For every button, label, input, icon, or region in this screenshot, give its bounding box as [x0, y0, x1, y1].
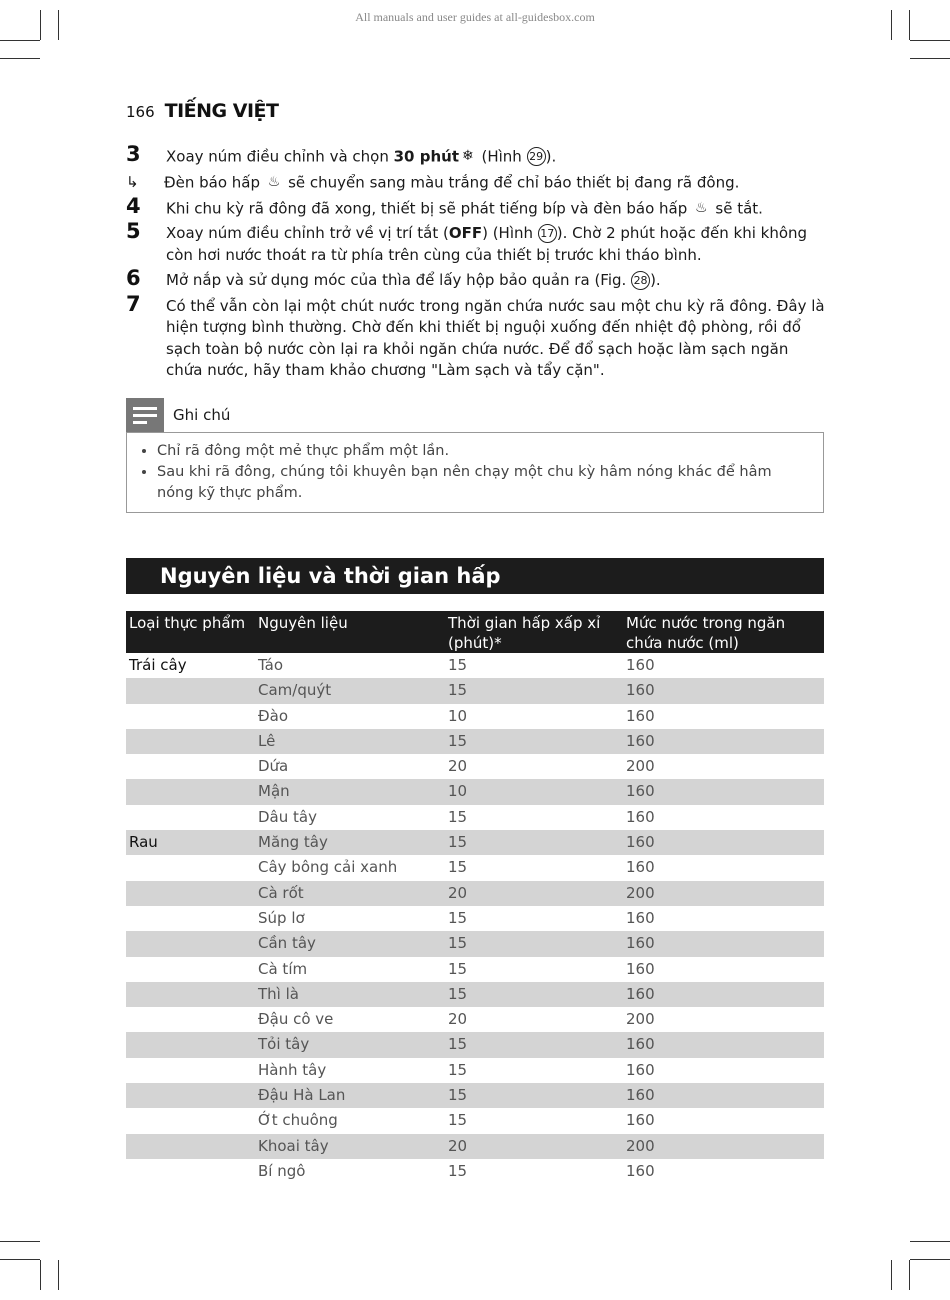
table-cell: Dâu tây: [258, 807, 317, 826]
result-text: sẽ chuyển sang màu trắng để chỉ báo thiết bị đang rã đông.: [283, 173, 740, 191]
table-cell: 160: [626, 1111, 655, 1130]
step-text: Mở nắp và sử dụng móc của thìa để lấy hộp bảo quản ra (Fig.: [166, 271, 632, 290]
table-cell: 160: [626, 959, 655, 978]
table-cell: Trái cây: [129, 656, 187, 674]
table-cell: 160: [626, 782, 655, 801]
table-cell: 160: [626, 807, 655, 826]
table-row: [126, 1159, 824, 1184]
result-text: Đèn báo hấp: [164, 173, 265, 191]
table-cell: Cam/quýt: [258, 681, 332, 700]
table-row: [126, 1058, 824, 1083]
instruction-steps: [126, 142, 826, 386]
table-cell: [126, 906, 258, 931]
table-cell: Măng tây: [258, 833, 328, 852]
section-title: Nguyên liệu và thời gian hấp: [126, 558, 824, 594]
table-cell: Táo: [258, 656, 284, 674]
table-cell: 15: [448, 681, 468, 700]
table-cell: [126, 1083, 258, 1108]
step-number: 7: [126, 291, 141, 316]
page-number: 166: [126, 103, 155, 121]
table-row: [126, 653, 824, 678]
crop-mark: [909, 1260, 910, 1290]
table-cell: 15: [448, 1111, 468, 1130]
table-row: [126, 729, 824, 754]
table-cell: 15: [448, 731, 468, 750]
site-header[interactable]: All manuals and user guides at all-guidesbox.com: [355, 10, 595, 24]
crop-mark: [40, 1260, 41, 1290]
table-cell: 160: [626, 934, 655, 953]
table-cell: Bí ngô: [258, 1161, 306, 1180]
crop-mark: [891, 1260, 892, 1290]
column-header: Nguyên liệu: [258, 614, 348, 632]
crop-mark: [910, 1241, 950, 1242]
step-number: 4: [126, 193, 141, 218]
crop-mark: [0, 1241, 40, 1242]
note-header: [126, 398, 824, 432]
table-cell: 15: [448, 1161, 468, 1180]
step-5: [126, 219, 826, 266]
table-cell: [126, 779, 258, 804]
table-cell: [126, 729, 258, 754]
table-cell: 15: [448, 656, 468, 674]
table-cell: 160: [626, 1161, 655, 1180]
table-cell: [126, 1058, 258, 1083]
table-cell: Hành tây: [258, 1060, 327, 1079]
crop-mark: [0, 40, 40, 41]
step-3: [126, 142, 826, 168]
steam-light-icon: ♨: [267, 173, 281, 190]
table-cell: 160: [626, 656, 655, 674]
table-cell: 160: [626, 858, 655, 877]
table-cell: Ớt chuông: [258, 1111, 338, 1130]
note-title: Ghi chú: [173, 406, 231, 424]
table-cell: [126, 1134, 258, 1159]
table-cell: [126, 678, 258, 703]
table-cell: [126, 881, 258, 906]
table-row: [126, 881, 824, 906]
table-cell: Rau: [129, 833, 158, 852]
table-cell: Cà tím: [258, 959, 308, 978]
table-cell: 160: [626, 1086, 655, 1105]
table-row: [126, 982, 824, 1007]
step-text: ). Chờ 2 phút hoặc đến khi không còn hơi nước thoát ra từ phía trên cùng của thiết bị trước khi tháo bình.: [166, 224, 808, 264]
table-cell: [126, 1007, 258, 1032]
table-cell: [126, 704, 258, 729]
table-cell: Súp lơ: [258, 908, 305, 927]
table-body: [126, 653, 824, 1184]
step-text: ).: [650, 271, 661, 290]
table-cell: [126, 931, 258, 956]
table-cell: 15: [448, 1060, 468, 1079]
note-icon: [126, 398, 164, 432]
table-cell: Cây bông cải xanh: [258, 858, 398, 877]
table-row: [126, 754, 824, 779]
table-cell: 160: [626, 984, 655, 1003]
table-cell: 20: [448, 883, 468, 902]
table-cell: 160: [626, 706, 655, 725]
step-text-strong: OFF: [448, 224, 483, 243]
step-number: 5: [126, 219, 141, 244]
table-cell: [126, 982, 258, 1007]
table-header: [126, 611, 824, 653]
step-text: Có thể vẫn còn lại một chút nước trong ngăn chứa nước sau một chu kỳ rã đông. Đây là hiện tượng bình thường. Chờ đến khi thiết bị nguội xuống đến nhiệt độ phòng, rồi đổ sạch toàn bộ nước còn lại ra khỏi ngăn chứa nước. Để đổ sạch hoặc làm sạch ngăn chứa nước, hãy tham khảo chương "Làm sạch và tẩy cặn".: [166, 296, 825, 380]
table-row: [126, 1032, 824, 1057]
step-text: Xoay núm điều chỉnh và chọn: [166, 147, 394, 166]
table-cell: 15: [448, 934, 468, 953]
column-header: Thời gian hấp xấp xỉ (phút)*: [448, 614, 601, 652]
table-row: [126, 931, 824, 956]
table-cell: 20: [448, 757, 468, 776]
note-item: • Chỉ rã đông một mẻ thực phẩm một lần.: [157, 441, 811, 462]
table-cell: Đào: [258, 706, 288, 725]
table-cell: 160: [626, 1035, 655, 1054]
table-row: [126, 855, 824, 880]
table-cell: Tỏi tây: [258, 1035, 310, 1054]
table-cell: 200: [626, 1136, 655, 1155]
table-cell: [126, 754, 258, 779]
crop-mark: [0, 58, 40, 59]
step-3-result: [86, 172, 826, 194]
table-row: [126, 906, 824, 931]
step-number: 6: [126, 266, 141, 291]
crop-mark: [0, 1259, 40, 1260]
crop-mark: [58, 1260, 59, 1290]
figure-ref: 17: [538, 224, 557, 243]
crop-mark: [910, 40, 950, 41]
page-language-title: TIẾNG VIỆT: [164, 100, 279, 122]
table-cell: Mận: [258, 782, 290, 801]
column-header: Loại thực phẩm: [129, 614, 246, 632]
step-7: [126, 291, 826, 382]
table-cell: [126, 957, 258, 982]
table-cell: 10: [448, 706, 468, 725]
crop-mark: [910, 1259, 950, 1260]
table-row: [126, 1083, 824, 1108]
table-cell: 15: [448, 959, 468, 978]
table-row: [126, 678, 824, 703]
table-cell: 15: [448, 1035, 468, 1054]
table-cell: [126, 1108, 258, 1133]
table-cell: [126, 805, 258, 830]
table-cell: Đậu Hà Lan: [258, 1086, 346, 1105]
table-cell: 15: [448, 858, 468, 877]
table-cell: 200: [626, 1010, 655, 1029]
step-text: ) (Hình: [482, 224, 538, 243]
steam-light-icon: ♨: [695, 199, 708, 216]
table-cell: 160: [626, 681, 655, 700]
table-row: [126, 830, 824, 855]
note-section: [126, 398, 824, 513]
note-item: • Sau khi rã đông, chúng tôi khuyên bạn nên chạy một chu kỳ hâm nóng khác để hâm nóng kỹ thực phẩm.: [157, 462, 811, 504]
table-row: [126, 704, 824, 729]
table-cell: 160: [626, 833, 655, 852]
table-cell: 200: [626, 757, 655, 776]
step-text: Khi chu kỳ rã đông đã xong, thiết bị sẽ phát tiếng bíp và đèn báo hấp: [166, 198, 693, 217]
table-cell: Thì là: [258, 984, 299, 1003]
table-row: [126, 1134, 824, 1159]
step-text-strong: 30 phút: [393, 147, 459, 166]
table-cell: [126, 855, 258, 880]
table-cell: Cần tây: [258, 934, 316, 953]
column-header: Mức nước trong ngăn chứa nước (ml): [626, 614, 786, 652]
table-cell: [126, 1032, 258, 1057]
step-number: 3: [126, 142, 141, 166]
note-box: [126, 432, 824, 513]
table-cell: Đậu cô ve: [258, 1010, 334, 1029]
figure-ref: 29: [527, 147, 546, 166]
table-row: [126, 1108, 824, 1133]
step-text: Xoay núm điều chỉnh trở về vị trí tắt (: [166, 224, 449, 243]
table-cell: Khoai tây: [258, 1136, 329, 1155]
table-cell: 160: [626, 731, 655, 750]
table-cell: [126, 1159, 258, 1184]
table-cell: Cà rốt: [258, 883, 304, 902]
table-cell: 10: [448, 782, 468, 801]
figure-ref: 28: [631, 271, 650, 290]
page-header: [126, 100, 278, 122]
table-cell: 15: [448, 984, 468, 1003]
steaming-table: [126, 611, 824, 1184]
table-cell: 200: [626, 883, 655, 902]
table-cell: 15: [448, 908, 468, 927]
table-cell: Lê: [258, 731, 276, 750]
table-row: [126, 1007, 824, 1032]
table-cell: 20: [448, 1010, 468, 1029]
table-cell: 160: [626, 908, 655, 927]
result-arrow-icon: ↳: [126, 172, 139, 191]
table-row: [126, 957, 824, 982]
step-text: (Hình: [476, 147, 527, 166]
step-6: [126, 266, 826, 292]
crop-mark: [910, 58, 950, 59]
table-cell: 15: [448, 1086, 468, 1105]
step-4: [126, 193, 826, 220]
table-cell: 15: [448, 807, 468, 826]
table-row: [126, 779, 824, 804]
snowflake-icon: ❄: [462, 148, 474, 164]
table-cell: 160: [626, 1060, 655, 1079]
table-row: [126, 805, 824, 830]
table-cell: 20: [448, 1136, 468, 1155]
table-cell: Dứa: [258, 757, 289, 776]
step-text: ).: [545, 147, 557, 166]
table-cell: 15: [448, 833, 468, 852]
step-text: sẽ tắt.: [710, 198, 763, 217]
